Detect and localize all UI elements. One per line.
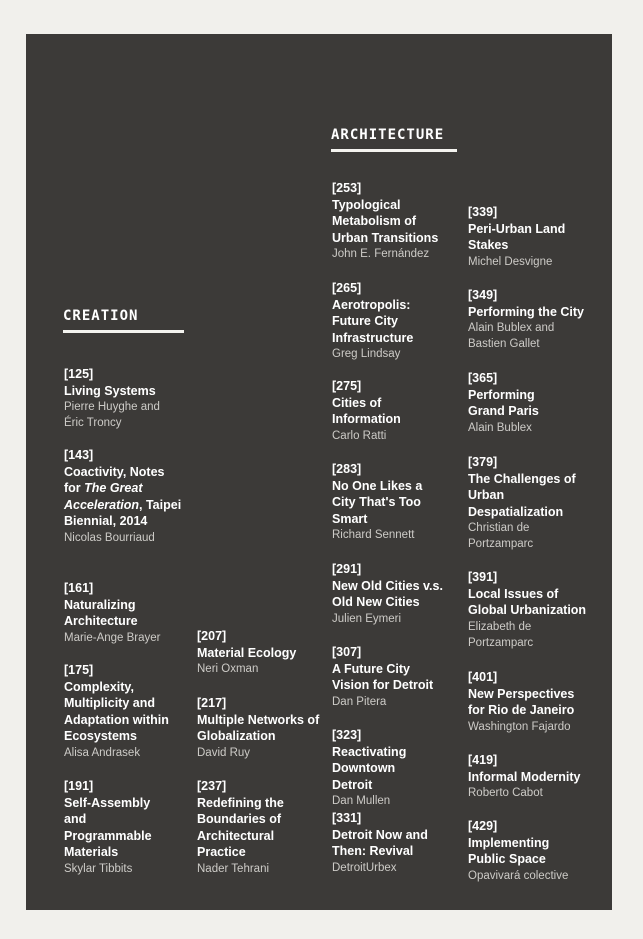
entry-author: Alain Bublex and Bastien Gallet [468,322,555,350]
page-number: [339] [468,205,498,219]
entry-title: Detroit Now and Then: Revival [332,827,428,858]
toc-entry-429[interactable] [468,818,583,884]
entry-title: No One Likes a City That's Too Smart [332,478,423,526]
page-number: [391] [468,570,498,584]
page-number: [323] [332,728,362,742]
page-number: [283] [332,462,362,476]
entry-author: Pierre Huyghe and Éric Troncy [64,401,160,429]
toc-entry-265[interactable] [332,280,432,362]
entry-author: Carlo Ratti [332,429,387,442]
entry-author: Washington Fajardo [468,720,571,733]
entry-title: Peri-Urban Land Stakes [468,221,566,252]
entry-title: Reactivating Downtown Detroit [332,744,407,792]
toc-entry-365[interactable] [468,370,558,436]
section-rule-creation [63,330,184,333]
entry-title: New Old Cities v.s. Old New Cities [332,578,443,609]
page-number: [237] [197,779,227,793]
toc-entry-379[interactable] [468,454,580,552]
entry-title: Self-Assembly and Programmable Materials [64,795,152,859]
entry-title: The Challenges of Urban Despatialization [468,471,576,519]
entry-title: Material Ecology [197,645,297,660]
page-number: [265] [332,281,362,295]
entry-title: Complexity, Multiplicity and Adaptation within Ecosystems [64,679,169,743]
entry-title: Implementing Public Space [468,835,550,866]
entry-title: Multiple Networks of Globalization [197,712,320,743]
entry-author: Alisa Andrasek [64,746,141,759]
page-number: [429] [468,819,498,833]
toc-entry-217[interactable] [197,695,322,761]
entry-author: Greg Lindsay [332,348,401,360]
toc-entry-323[interactable] [332,727,454,809]
page-number: [191] [64,779,94,793]
entry-author: Nader Tehrani [197,862,270,875]
entry-author: John E. Fernández [332,248,430,260]
toc-entry-349[interactable] [468,287,600,352]
page-number: [253] [332,181,362,195]
toc-entry-419[interactable] [468,752,600,801]
entry-title: Living Systems [64,383,156,398]
entry-author: Opavivará colective [468,869,569,882]
toc-entry-161[interactable] [64,580,182,646]
entry-author: Marie-Ange Brayer [64,631,161,644]
page-number: [307] [332,645,362,659]
toc-entry-175[interactable] [64,662,182,761]
page-number: [365] [468,371,498,385]
page-number: [143] [64,448,94,462]
entry-title: Local Issues of Global Urbanization [468,586,587,617]
entry-title: Redefining the Boundaries of Architectural Practice [197,795,284,859]
entry-title: Cities of Information [332,395,401,426]
entry-author: Skylar Tibbits [64,862,133,875]
toc-entry-143[interactable] [64,447,182,546]
toc-entry-291[interactable] [332,561,454,627]
toc-entry-191[interactable] [64,778,172,877]
toc-entry-275[interactable] [332,378,422,444]
toc-entry-207[interactable] [197,628,296,677]
entry-author: Michel Desvigne [468,255,553,268]
entry-title: Coactivity, Notes for The Great Acceleration, Taipei Biennial, 2014 [64,464,182,528]
page-number: [217] [197,696,227,710]
page-number: [401] [468,670,498,684]
toc-entry-283[interactable] [332,461,438,543]
entry-author: David Ruy [197,746,251,759]
entry-title: Naturalizing Architecture [64,597,138,628]
page-number: [175] [64,663,94,677]
page-number: [349] [468,288,498,302]
toc-entry-253[interactable] [332,180,454,262]
entry-author: Roberto Cabot [468,787,543,799]
entry-author: Nicolas Bourriaud [64,531,155,544]
page-number: [207] [197,629,227,643]
page-number: [291] [332,562,362,576]
page-number: [275] [332,379,362,393]
page-number: [419] [468,753,498,767]
entry-title: Informal Modernity [468,769,581,784]
entry-title: Performing Grand Paris [468,387,539,418]
toc-entry-237[interactable] [197,778,299,877]
toc-entry-331[interactable] [332,810,448,876]
section-heading-architecture: ARCHITECTURE [331,127,445,143]
entry-author: Neri Oxman [197,663,259,675]
page-number: [125] [64,367,94,381]
entry-author: Dan Mullen [332,795,391,807]
page-number: [379] [468,455,498,469]
entry-title: New Perspectives for Rio de Janeiro [468,686,575,717]
toc-entry-339[interactable] [468,204,568,270]
entry-author: Christian de Portzamparc [468,522,534,550]
toc-entry-401[interactable] [468,669,590,735]
entry-author: Elizabeth de Portzamparc [468,620,534,649]
toc-entry-391[interactable] [468,569,600,651]
entry-author: Julien Eymeri [332,612,402,625]
entry-title: A Future City Vision for Detroit [332,661,434,692]
entry-author: Richard Sennett [332,529,415,541]
page-number: [331] [332,811,362,825]
toc-entry-307[interactable] [332,644,444,710]
entry-title: Aerotropolis: Future City Infrastructure [332,297,414,345]
entry-title: Typological Metabolism of Urban Transitions [332,197,439,245]
section-heading-creation: CREATION [63,308,139,324]
toc-entry-125[interactable] [64,366,176,431]
entry-author: Dan Pitera [332,695,387,708]
section-rule-architecture [331,149,457,152]
entry-title: Performing the City [468,304,584,319]
entry-author: Alain Bublex [468,421,532,434]
page-number: [161] [64,581,94,595]
entry-author: DetroitUrbex [332,861,397,874]
